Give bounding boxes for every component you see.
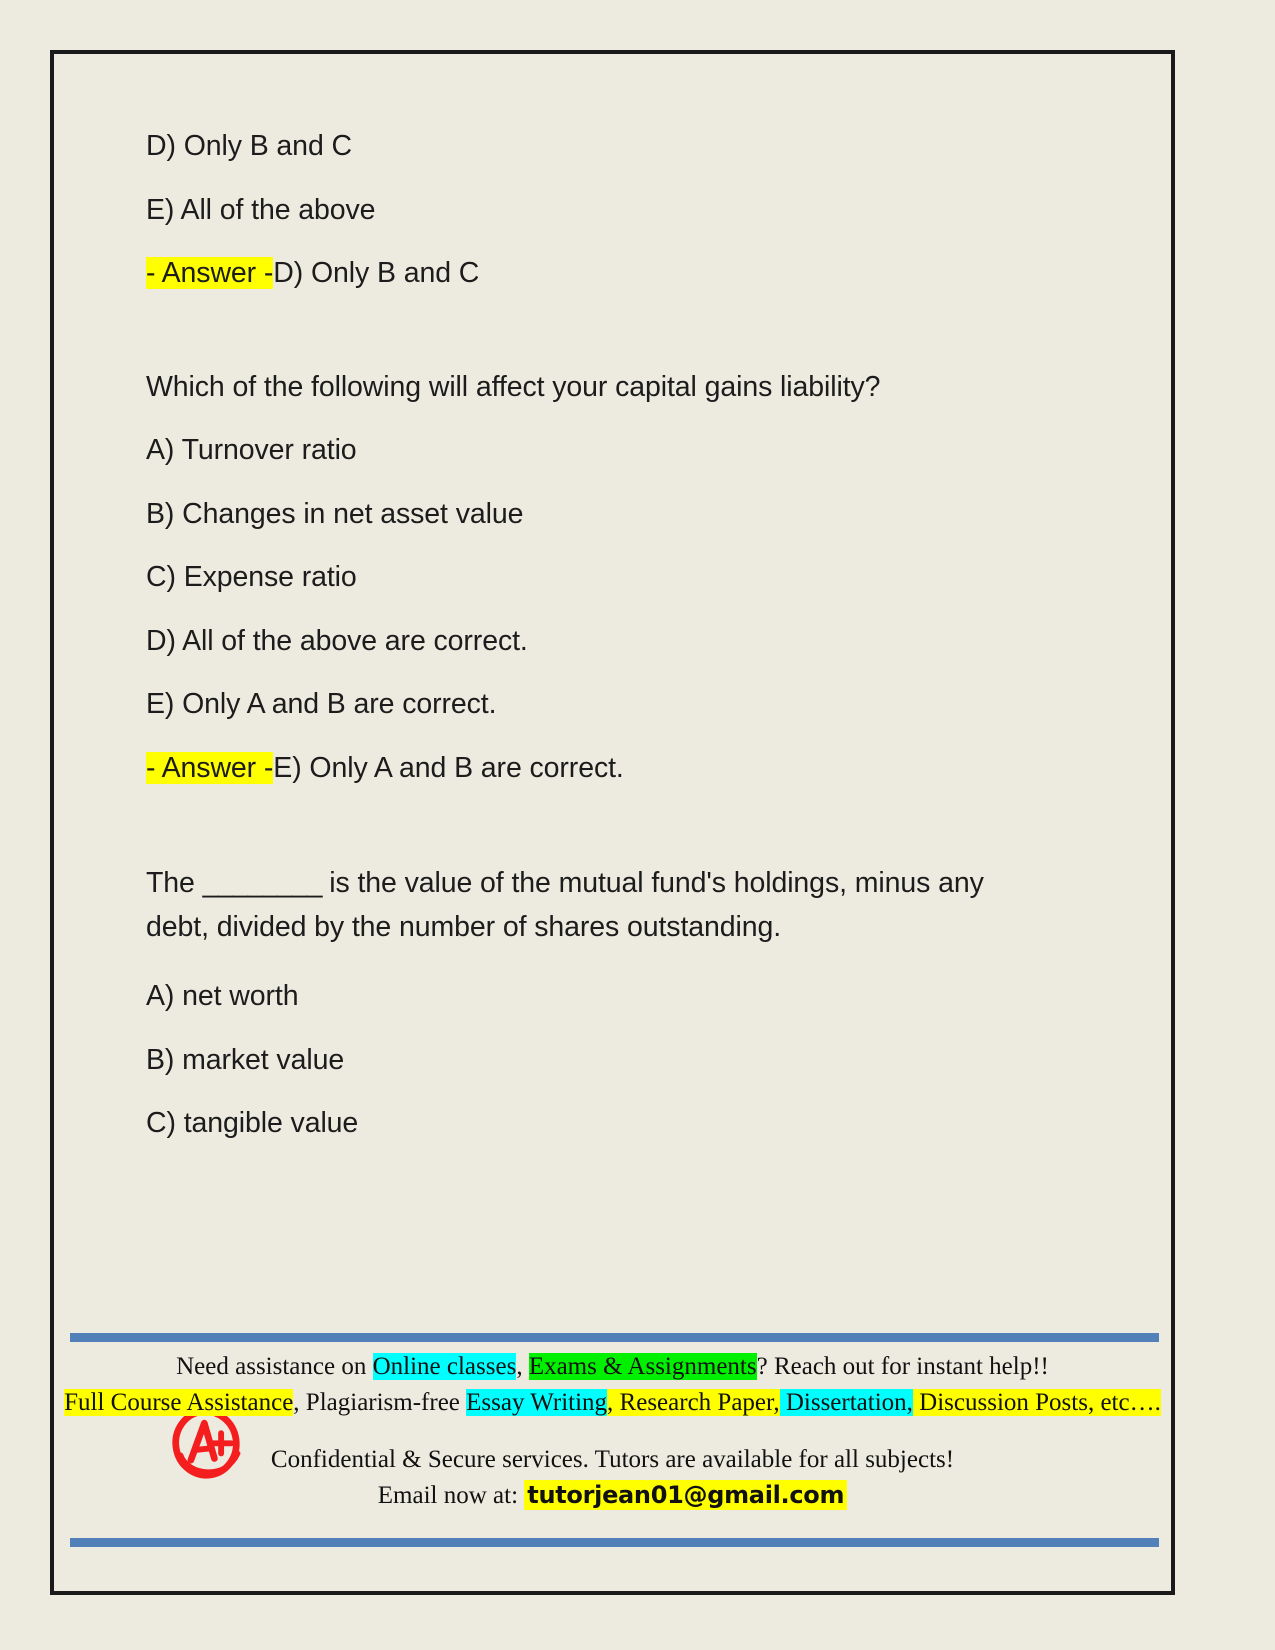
footer-tag-online-classes: Online classes bbox=[372, 1353, 517, 1380]
q3-option-c: C) tangible value bbox=[146, 1107, 359, 1140]
footer-text-block bbox=[54, 1349, 1171, 1515]
q3-stem bbox=[146, 861, 1026, 949]
footer-contact-block bbox=[54, 1442, 1171, 1515]
q1-option-e: E) All of the above bbox=[146, 193, 376, 226]
q1-answer-tag: - Answer - bbox=[146, 257, 274, 289]
page-footer bbox=[54, 1291, 1171, 1591]
q3-stem-part1: The bbox=[146, 867, 203, 899]
footer-tag-exams-assignments: Exams & Assignments bbox=[528, 1353, 757, 1380]
question-body bbox=[146, 132, 1111, 1173]
footer-line-offerings bbox=[54, 1385, 1171, 1421]
q1-option-d: D) Only B and C bbox=[146, 130, 352, 162]
q3-option-a: A) net worth bbox=[146, 980, 299, 1013]
q3-stem-blank: ________ bbox=[202, 867, 322, 899]
q2-option-a: A) Turnover ratio bbox=[146, 434, 357, 466]
footer-line-email bbox=[54, 1478, 1171, 1514]
footer-divider-top bbox=[70, 1333, 1159, 1342]
footer-tag-discussion-posts: Discussion Posts, etc…. bbox=[912, 1388, 1161, 1416]
q2-option-b: B) Changes in net asset value bbox=[146, 497, 524, 530]
q2-answer-tag: - Answer - bbox=[146, 751, 274, 784]
q1-answer-text: D) Only B and C bbox=[273, 257, 480, 289]
q1-answer-line bbox=[146, 259, 1111, 288]
spacer-after-q1 bbox=[146, 323, 1111, 373]
q3-option-b: B) market value bbox=[146, 1043, 345, 1076]
footer-divider-bottom bbox=[70, 1538, 1159, 1547]
q2-answer-line bbox=[146, 751, 1111, 784]
footer-line-confidential: Confidential & Secure services. Tutors are available for all subjects! bbox=[270, 1446, 955, 1473]
footer-email-address[interactable]: tutorjean01@gmail.com bbox=[524, 1480, 847, 1510]
footer-tag-essay-writing: Essay Writing bbox=[466, 1388, 608, 1416]
q2-stem: Which of the following will affect your capital gains liability? bbox=[146, 370, 881, 403]
q2-option-e: E) Only A and B are correct. bbox=[146, 688, 497, 720]
q2-option-d: D) All of the above are correct. bbox=[146, 624, 528, 657]
q2-option-c: C) Expense ratio bbox=[146, 561, 357, 593]
footer-tag-dissertation: Dissertation, bbox=[779, 1388, 913, 1416]
q2-answer-text: E) Only A and B are correct. bbox=[273, 751, 624, 784]
footer-line1-mid: , bbox=[516, 1353, 529, 1380]
footer-line1-pre: Need assistance on bbox=[176, 1353, 373, 1380]
footer-line-services bbox=[54, 1349, 1171, 1385]
footer-tag-full-course-assistance: Full Course Assistance bbox=[64, 1388, 294, 1416]
document-page bbox=[50, 50, 1175, 1595]
q3-stem-part2: is the value of the mutual fund's holdings, minus any debt, divided by the number of shares outstanding. bbox=[146, 867, 984, 944]
footer-tag-research-paper: , Research Paper, bbox=[607, 1388, 780, 1416]
spacer-after-q2 bbox=[146, 817, 1111, 861]
footer-line2-mid: , Plagiarism-free bbox=[293, 1388, 467, 1416]
footer-email-label: Email now at: bbox=[377, 1482, 525, 1510]
footer-line1-post: ? Reach out for instant help!! bbox=[756, 1353, 1049, 1380]
